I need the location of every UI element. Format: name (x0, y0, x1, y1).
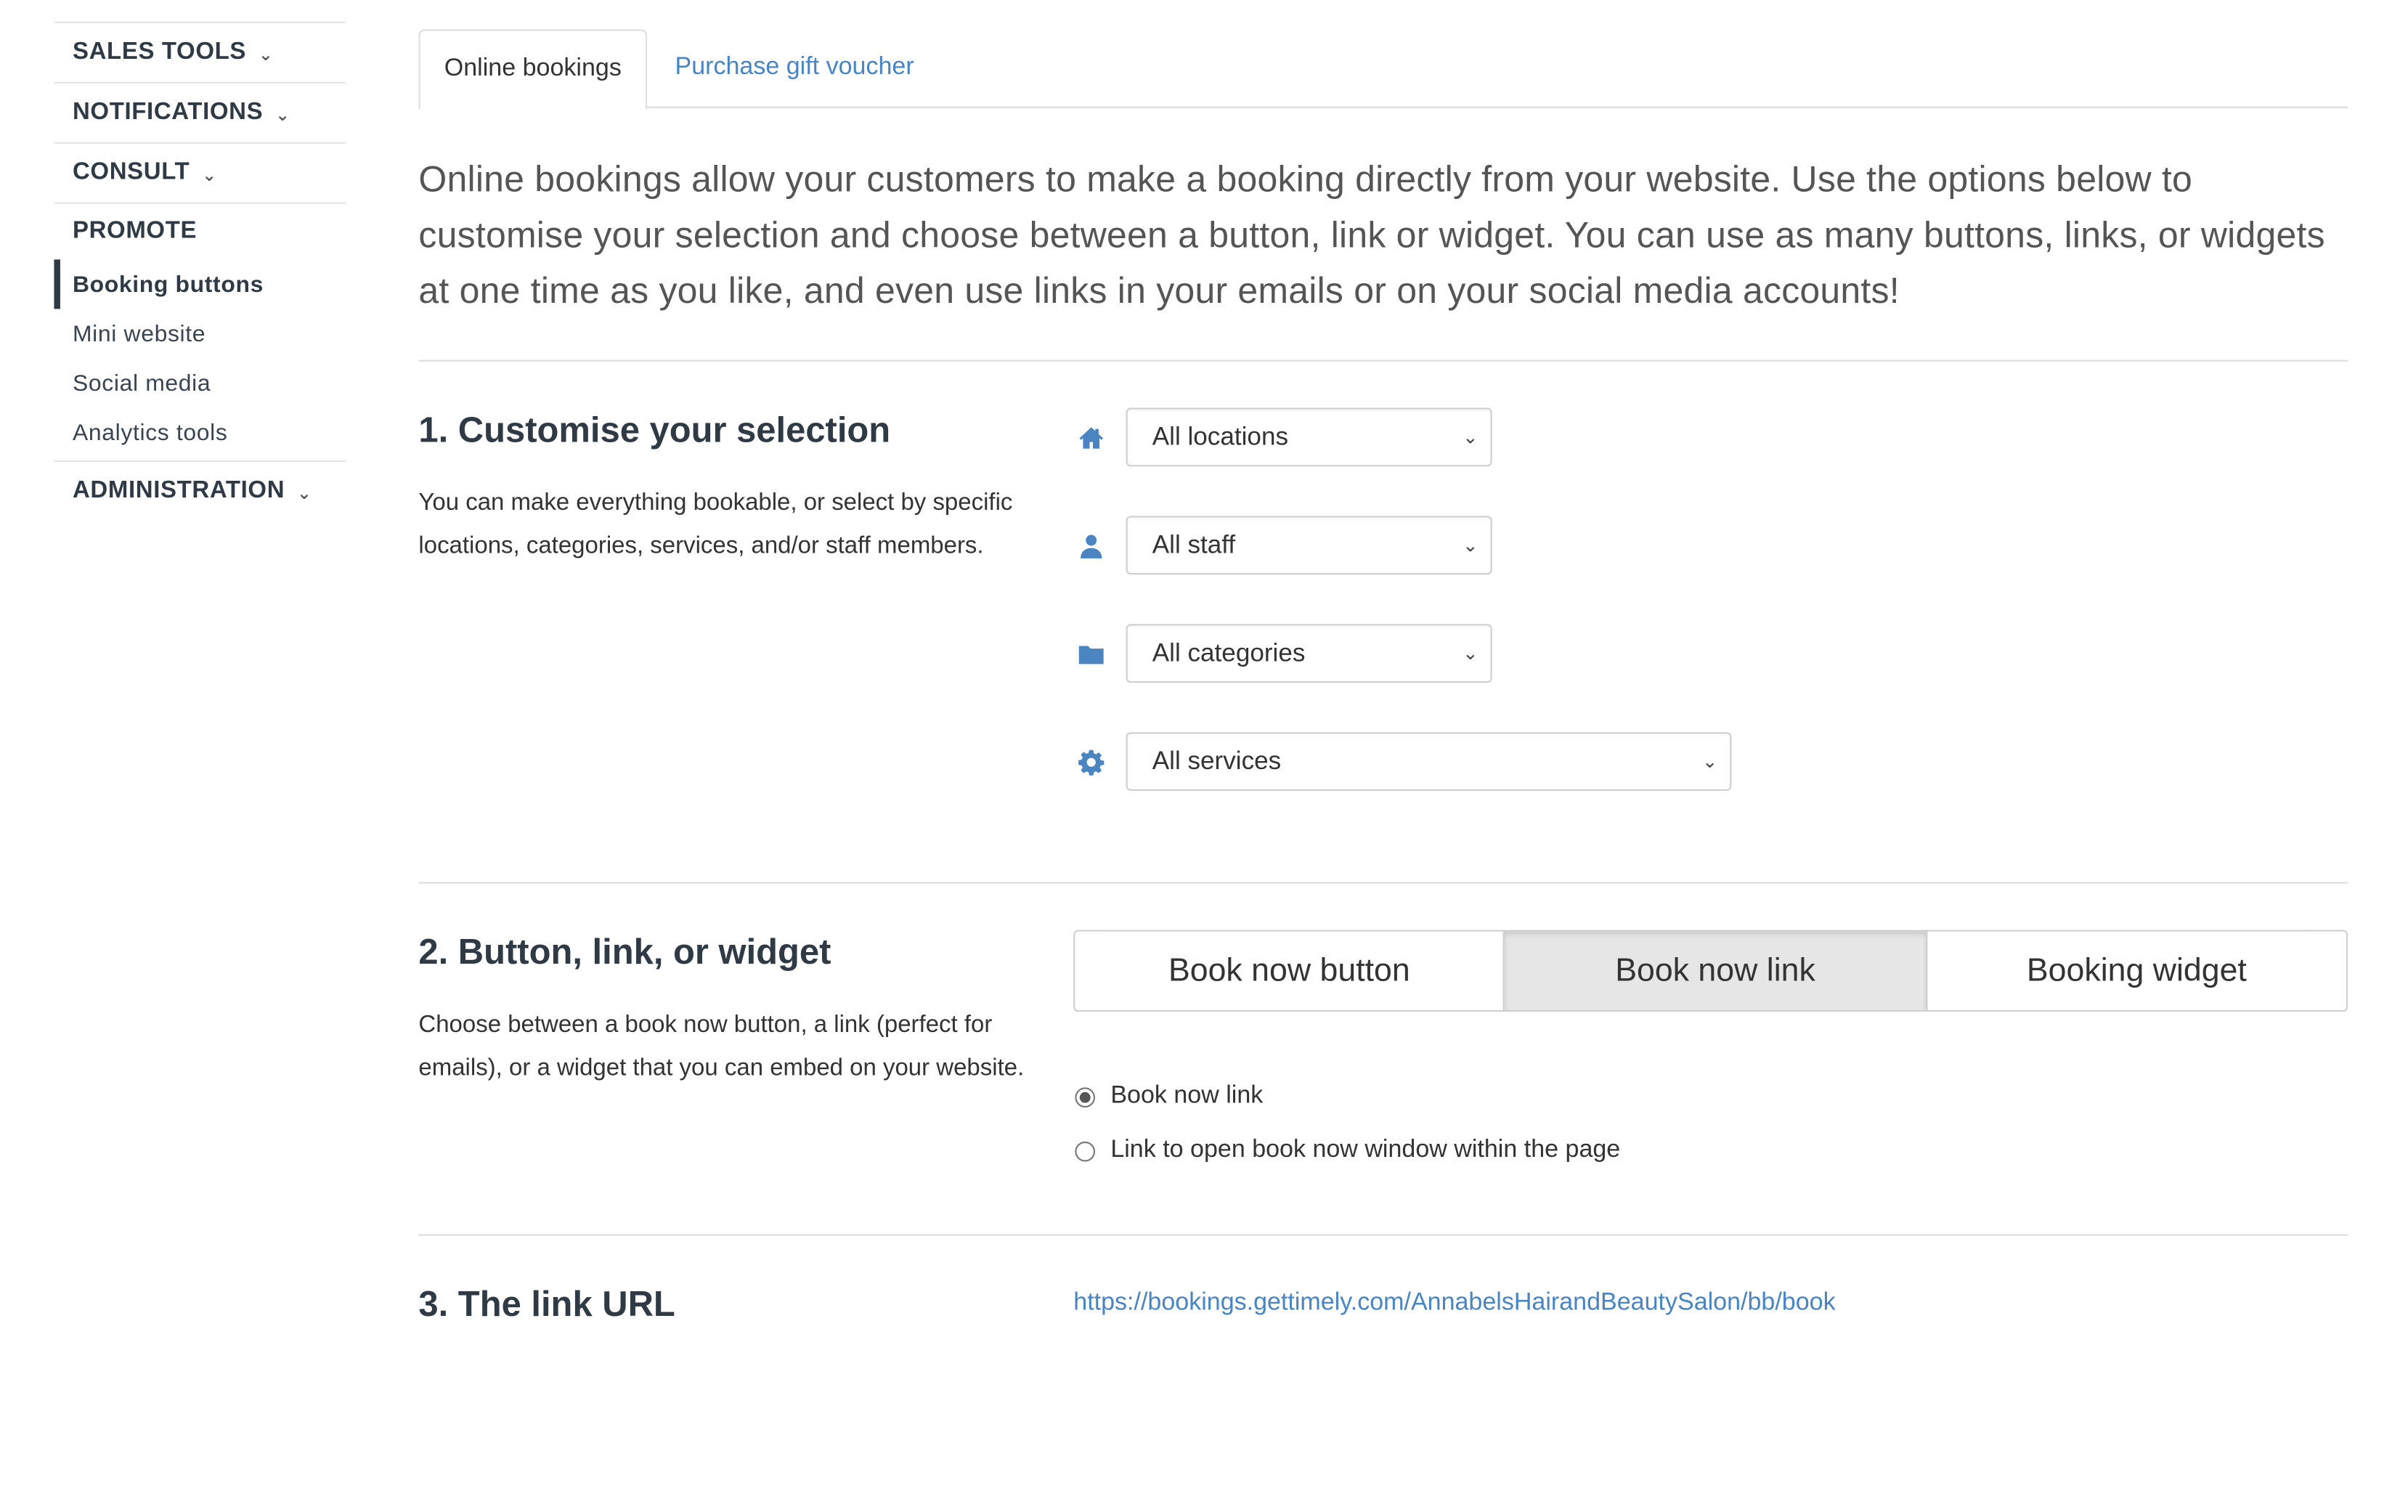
sidebar-section-consult[interactable] (54, 144, 346, 204)
tab-online-bookings[interactable]: Online bookings (418, 29, 647, 110)
service-select[interactable] (1126, 732, 1732, 791)
booking-widget-option[interactable]: Booking widget (1927, 932, 2346, 1010)
sidebar-section-notifications[interactable] (54, 84, 346, 144)
sidebar-section-label: CONSULT (72, 159, 190, 186)
sidebar-section-label: NOTIFICATIONS (72, 99, 264, 126)
staff-select[interactable] (1126, 516, 1492, 574)
booking-url-link[interactable]: https://bookings.gettimely.com/AnnabelsHairandBeautySalon/bb/book (1073, 1290, 1836, 1317)
chevron-down-icon: ⌄ (275, 105, 290, 125)
category-select-value: All categories (1152, 638, 1306, 667)
service-select-row (1075, 732, 1731, 791)
sidebar-item-mini-website[interactable]: Mini website (72, 320, 206, 347)
radio-button-checked[interactable] (1075, 1086, 1095, 1107)
location-select-row (1075, 408, 1492, 467)
radio-book-now-link[interactable] (1075, 1083, 1263, 1110)
chevron-down-icon: ⌄ (202, 166, 217, 185)
location-select-value: All locations (1152, 422, 1289, 451)
section-customise-selection (418, 362, 2348, 882)
folder-icon (1075, 638, 1106, 669)
chevron-down-icon: ⌄ (1463, 642, 1478, 664)
service-select-value: All services (1152, 747, 1282, 775)
sidebar-section-label: SALES TOOLS (72, 38, 247, 65)
location-select[interactable] (1126, 408, 1492, 467)
section-title: 1. Customise your selection (418, 409, 891, 450)
gear-icon (1075, 746, 1106, 777)
sidebar-item-booking-buttons[interactable]: Booking buttons (54, 259, 346, 309)
section-title: 2. Button, link, or widget (418, 931, 831, 972)
output-type-segmented-control (1073, 930, 2348, 1012)
intro-text: Online bookings allow your customers to make a booking directly from your website. Use the options below to customise your selection and choose between a button, link or widget. You can use as many buttons, links, or widgets at one time as you like, and even use links in your emails or on your social media accounts! (418, 159, 2325, 311)
section-link-url (418, 1236, 2348, 1421)
section-description: You can make everything bookable, or select by specific locations, categories, services, and/or staff members. (418, 489, 1013, 559)
chevron-down-icon: ⌄ (259, 45, 274, 65)
staff-select-value: All staff (1152, 530, 1236, 558)
radio-label: Book now link (1110, 1083, 1264, 1110)
section-description: Choose between a book now button, a link (perfect for emails), or a widget that you can embed on your website. (418, 1012, 1025, 1081)
book-now-button-option[interactable]: Book now button (1075, 932, 1505, 1010)
sidebar-item-social-media[interactable]: Social media (72, 370, 211, 397)
sidebar-section-administration[interactable] (54, 462, 346, 521)
chevron-down-icon: ⌄ (297, 484, 312, 503)
sidebar (54, 0, 346, 521)
main-content (418, 0, 2348, 1421)
sidebar-section-label: ADMINISTRATION (72, 477, 285, 504)
chevron-down-icon: ⌄ (1701, 750, 1718, 773)
sidebar-heading-promote: PROMOTE (72, 217, 198, 245)
tab-purchase-gift-voucher[interactable]: Purchase gift voucher (675, 54, 914, 81)
section-title: 3. The link URL (418, 1283, 675, 1324)
section-button-link-widget (418, 884, 2348, 1235)
sidebar-section-sales-tools[interactable] (54, 23, 346, 84)
user-icon (1075, 530, 1106, 561)
staff-select-row (1075, 516, 1492, 574)
home-icon (1075, 422, 1106, 453)
radio-button[interactable] (1075, 1141, 1095, 1161)
chevron-down-icon: ⌄ (1463, 534, 1478, 556)
sidebar-group-promote (54, 204, 346, 462)
category-select-row (1075, 624, 1492, 683)
chevron-down-icon: ⌄ (1463, 426, 1478, 448)
tab-bar (418, 0, 2348, 108)
radio-label: Link to open book now window within the page (1110, 1137, 1621, 1163)
sidebar-item-analytics-tools[interactable]: Analytics tools (72, 419, 228, 446)
radio-open-window[interactable] (1075, 1137, 1620, 1164)
book-now-link-option[interactable]: Book now link (1505, 932, 1927, 1010)
category-select[interactable] (1126, 624, 1492, 683)
